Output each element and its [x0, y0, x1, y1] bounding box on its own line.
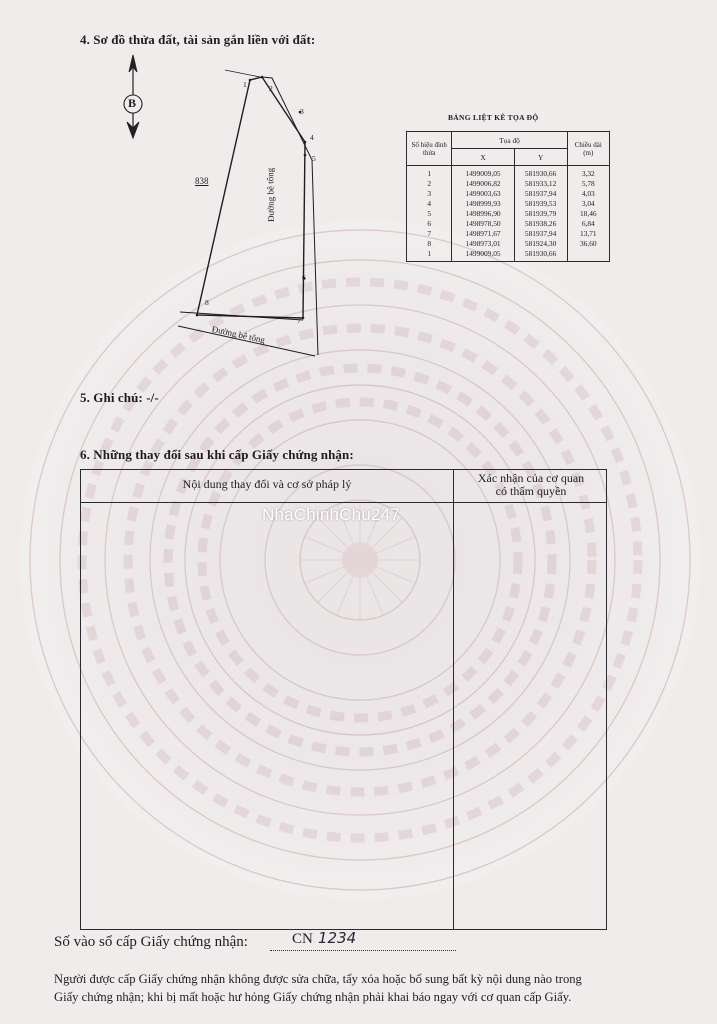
point-label: 5 — [312, 154, 316, 163]
point-label: 8 — [205, 298, 209, 307]
col-header-confirmation-line1: Xác nhận của cơ quan — [477, 471, 585, 485]
road-edge-horizontal-1 — [180, 312, 303, 320]
col-header-y: Y — [514, 149, 567, 166]
section5-heading: 5. Ghi chú: -/- — [80, 390, 159, 405]
table-row: 5 1498996,90 581939,79 18,46 — [407, 209, 610, 219]
point-label: 2 — [269, 84, 273, 93]
table-row: 7 1498971,67 581937,94 13,71 — [407, 229, 610, 239]
registry-prefix: CN — [292, 931, 313, 947]
road-label-vertical: Đường bê tông — [265, 167, 276, 222]
table-row: 3 1499003,63 581937,94 4,03 — [407, 189, 610, 199]
point-label: 4 — [310, 133, 314, 142]
table-row: 4 1498999,93 581939,53 3,04 — [407, 199, 610, 209]
table-row: 2 1499006,82 581933,12 5,78 — [407, 179, 610, 189]
column-divider — [453, 470, 454, 929]
changes-table — [80, 469, 607, 930]
col-header-x: X — [452, 149, 514, 166]
registry-number: 1234 — [318, 929, 357, 947]
col-header-length: Chiều dài (m) — [567, 132, 609, 166]
section6-heading: 6. Những thay đổi sau khi cấp Giấy chứng nhận: — [80, 447, 354, 462]
note-line-2: Giấy chứng nhận; khi bị mất hoặc hư hỏng Giấy chứng nhận phải khai báo ngay với cơ quan cấp Giấy. — [54, 990, 572, 1004]
note-line-1: Người được cấp Giấy chứng nhận không được sửa chữa, tẩy xóa hoặc bổ sung bất kỳ nội dung nào trong — [54, 972, 582, 986]
point-label: 3 — [300, 107, 304, 116]
watermark-text: NhaChinhChu247 — [262, 505, 400, 524]
table-row: 6 1498978,50 581938,26 6,84 — [407, 219, 610, 229]
point-label: 1 — [243, 80, 247, 89]
coordinate-table — [406, 131, 610, 262]
col-header-confirmation — [454, 472, 608, 498]
table-row: 1 1499009,05 581930,66 — [407, 249, 610, 262]
north-symbol-label: B — [128, 96, 137, 110]
coord-table-title: BẢNG LIỆT KÊ TỌA ĐỘ — [448, 113, 539, 122]
col-header-point: Số hiệu đỉnh thửa — [407, 132, 452, 166]
section4-heading: 4. Sơ đồ thửa đất, tài sản gắn liền với đất: — [80, 32, 316, 47]
table-row: 1 1499009,05 581930,66 3,32 — [407, 166, 610, 180]
col-header-coords: Tọa độ — [452, 132, 567, 149]
table-row: 8 1498973,01 581924,30 36,60 — [407, 239, 610, 249]
col-header-confirmation-line2: có thẩm quyền — [495, 484, 567, 498]
point-label: 6 — [302, 273, 306, 282]
road-label-horizontal: Đường bê tông — [210, 324, 266, 346]
col-header-changes: Nội dung thay đổi và cơ sở pháp lý — [182, 477, 352, 491]
registry-label: Số vào sổ cấp Giấy chứng nhận: — [54, 934, 248, 950]
adjacent-parcel-number: 838 — [195, 176, 209, 186]
dotted-line — [270, 950, 456, 951]
point-label: 7 — [297, 316, 301, 325]
